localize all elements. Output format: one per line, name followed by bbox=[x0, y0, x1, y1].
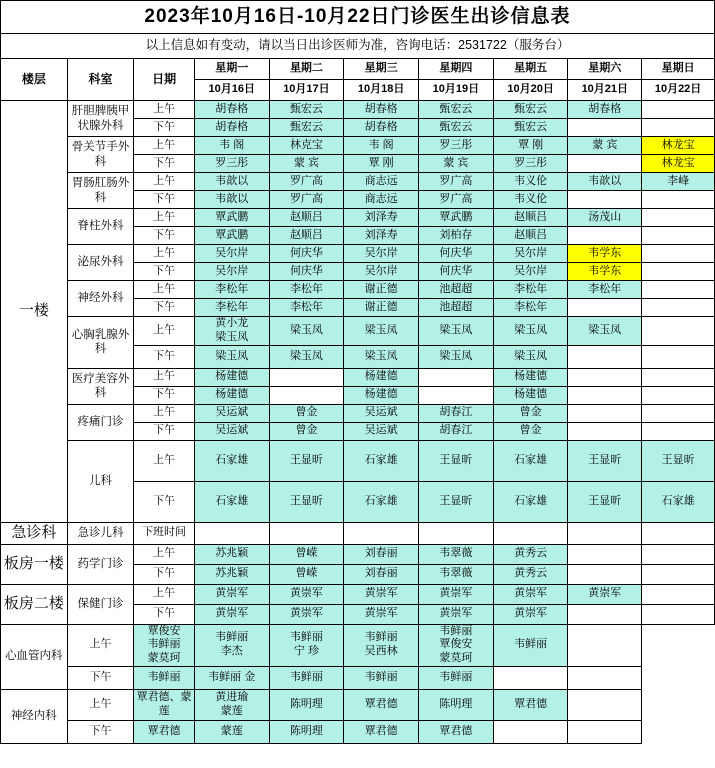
schedule-cell bbox=[642, 368, 715, 386]
am-label: 上午 bbox=[134, 317, 195, 346]
schedule-cell bbox=[642, 101, 715, 119]
schedule-cell bbox=[568, 155, 642, 173]
schedule-cell: 刘柏存 bbox=[419, 227, 494, 245]
schedule-cell bbox=[642, 544, 715, 564]
schedule-cell: 甄宏云 bbox=[269, 101, 344, 119]
schedule-cell: 王显昕 bbox=[642, 440, 715, 481]
schedule-cell: 曾金 bbox=[269, 404, 344, 422]
schedule-cell: 甄宏云 bbox=[419, 119, 494, 137]
schedule-cell: 韦鲜丽 吴西林 bbox=[344, 624, 419, 666]
schedule-cell: 韦歆以 bbox=[568, 173, 642, 191]
schedule-cell: 覃君德 bbox=[344, 720, 419, 743]
schedule-cell bbox=[642, 604, 715, 624]
am-label: 上午 bbox=[134, 209, 195, 227]
schedule-cell bbox=[568, 604, 642, 624]
schedule-cell: 商志远 bbox=[344, 173, 419, 191]
dept-label: 骨关节手外科 bbox=[67, 137, 134, 173]
page-title: 2023年10月16日-10月22日门诊医生出诊信息表 bbox=[1, 1, 715, 34]
schedule-cell: 石家雄 bbox=[344, 440, 419, 481]
pm-label: 下午 bbox=[67, 666, 134, 689]
schedule-cell: 韦鲜丽 bbox=[344, 666, 419, 689]
schedule-cell: 林龙宝 bbox=[642, 155, 715, 173]
schedule-cell: 蒙 宾 bbox=[419, 155, 494, 173]
pm-label: 下午 bbox=[67, 720, 134, 743]
am-label: 上午 bbox=[67, 689, 134, 720]
schedule-cell bbox=[642, 209, 715, 227]
schedule-cell: 梁玉凤 bbox=[269, 345, 344, 368]
schedule-cell: 苏兆颖 bbox=[194, 564, 269, 584]
schedule-cell: 胡春格 bbox=[568, 101, 642, 119]
floor-label: 板房一楼 bbox=[1, 544, 68, 584]
schedule-cell: 甄宏云 bbox=[493, 101, 568, 119]
schedule-cell: 杨建德 bbox=[493, 368, 568, 386]
schedule-cell bbox=[642, 522, 715, 544]
pm-label: 下午 bbox=[134, 191, 195, 209]
schedule-cell: 甄宏云 bbox=[419, 101, 494, 119]
schedule-cell: 韦鲜丽 宁 珍 bbox=[269, 624, 344, 666]
schedule-cell: 李峰 bbox=[642, 173, 715, 191]
schedule-cell: 赵顺吕 bbox=[269, 227, 344, 245]
schedule-cell: 杨建德 bbox=[194, 386, 269, 404]
schedule-cell: 蒙 宾 bbox=[269, 155, 344, 173]
pm-label: 下午 bbox=[134, 386, 195, 404]
schedule-cell: 黄进瑜 蒙莲 bbox=[194, 689, 269, 720]
am-label: 上午 bbox=[134, 245, 195, 263]
dept-label: 脊柱外科 bbox=[67, 209, 134, 245]
schedule-cell: 韦学东 bbox=[568, 245, 642, 263]
table-row bbox=[1, 281, 715, 299]
schedule-cell: 王显昕 bbox=[269, 440, 344, 481]
schedule-cell: 曾嵘 bbox=[269, 544, 344, 564]
schedule-cell: 覃君德 bbox=[419, 720, 494, 743]
schedule-cell bbox=[568, 345, 642, 368]
schedule-cell: 胡春格 bbox=[344, 119, 419, 137]
am-label: 上午 bbox=[67, 624, 134, 666]
schedule-cell bbox=[568, 227, 642, 245]
schedule-cell: 李松年 bbox=[493, 281, 568, 299]
schedule-cell bbox=[269, 368, 344, 386]
table-row bbox=[1, 522, 715, 544]
schedule-cell: 吴运斌 bbox=[344, 404, 419, 422]
table-row bbox=[1, 440, 715, 481]
header-day: 星期三 bbox=[344, 59, 419, 80]
schedule-cell: 林克宝 bbox=[269, 137, 344, 155]
table-row bbox=[1, 584, 715, 604]
schedule-cell: 覃君德 bbox=[493, 689, 568, 720]
header-floor: 楼层 bbox=[1, 59, 68, 101]
schedule-cell: 梁玉凤 bbox=[493, 345, 568, 368]
schedule-cell: 甄宏云 bbox=[493, 119, 568, 137]
dept-label: 心胸乳腺外科 bbox=[67, 317, 134, 369]
schedule-cell: 罗广高 bbox=[419, 173, 494, 191]
schedule-cell: 韦义伦 bbox=[493, 173, 568, 191]
schedule-cell bbox=[344, 522, 419, 544]
dept-label: 肝胆脾胰甲状腺外科 bbox=[67, 101, 134, 137]
dept-label: 药学门诊 bbox=[67, 544, 134, 584]
schedule-cell: 梁玉凤 bbox=[419, 345, 494, 368]
schedule-cell bbox=[419, 522, 494, 544]
schedule-cell: 黄崇军 bbox=[493, 584, 568, 604]
schedule-cell: 何庆华 bbox=[419, 263, 494, 281]
header-date-cell: 10月19日 bbox=[419, 80, 494, 101]
schedule-cell: 杨建德 bbox=[493, 386, 568, 404]
dept-label: 儿科 bbox=[67, 440, 134, 522]
schedule-cell: 黄崇军 bbox=[493, 604, 568, 624]
schedule-cell: 李松年 bbox=[269, 281, 344, 299]
table-row bbox=[1, 624, 715, 666]
pm-label: 下午 bbox=[134, 564, 195, 584]
table-row bbox=[1, 666, 715, 689]
schedule-cell: 王显昕 bbox=[419, 440, 494, 481]
schedule-cell: 李松年 bbox=[269, 299, 344, 317]
header-day: 星期六 bbox=[568, 59, 642, 80]
schedule-cell bbox=[568, 624, 642, 666]
header-day: 星期四 bbox=[419, 59, 494, 80]
am-label: 上午 bbox=[134, 584, 195, 604]
schedule-cell bbox=[493, 522, 568, 544]
schedule-cell: 刘春丽 bbox=[344, 564, 419, 584]
schedule-cell: 韦 阁 bbox=[194, 137, 269, 155]
schedule-cell: 谢正德 bbox=[344, 281, 419, 299]
schedule-cell: 覃武鹏 bbox=[194, 209, 269, 227]
schedule-cell bbox=[568, 666, 642, 689]
schedule-cell: 罗三彤 bbox=[493, 155, 568, 173]
pm-label: 下午 bbox=[134, 119, 195, 137]
schedule-cell: 石家雄 bbox=[493, 440, 568, 481]
schedule-cell: 吴尔岸 bbox=[493, 245, 568, 263]
schedule-cell: 胡春江 bbox=[419, 404, 494, 422]
schedule-cell: 王显昕 bbox=[568, 440, 642, 481]
schedule-cell: 石家雄 bbox=[642, 481, 715, 522]
schedule-cell bbox=[642, 119, 715, 137]
schedule-cell: 罗三彤 bbox=[419, 137, 494, 155]
schedule-cell bbox=[568, 386, 642, 404]
schedule-cell: 王显昕 bbox=[269, 481, 344, 522]
pm-label: 下午 bbox=[134, 345, 195, 368]
schedule-cell: 石家雄 bbox=[493, 481, 568, 522]
schedule-cell: 杨建德 bbox=[194, 368, 269, 386]
schedule-cell: 赵顺吕 bbox=[493, 209, 568, 227]
schedule-cell: 刘春丽 bbox=[344, 544, 419, 564]
schedule-cell: 韦鲜丽 李杰 bbox=[194, 624, 269, 666]
schedule-cell: 苏兆颖 bbox=[194, 544, 269, 564]
schedule-cell: 罗广高 bbox=[419, 191, 494, 209]
table-row bbox=[1, 368, 715, 386]
schedule-cell bbox=[642, 317, 715, 346]
schedule-cell: 曾金 bbox=[493, 404, 568, 422]
schedule-cell bbox=[642, 584, 715, 604]
dept-label: 神经外科 bbox=[67, 281, 134, 317]
am-label: 上午 bbox=[134, 368, 195, 386]
schedule-cell: 梁玉凤 bbox=[194, 345, 269, 368]
schedule-cell: 胡春格 bbox=[344, 101, 419, 119]
pm-label: 下午 bbox=[134, 227, 195, 245]
schedule-cell: 吴运斌 bbox=[194, 422, 269, 440]
schedule-cell bbox=[568, 191, 642, 209]
header-dept: 科室 bbox=[67, 59, 134, 101]
schedule-cell: 罗广高 bbox=[269, 191, 344, 209]
schedule-cell bbox=[642, 386, 715, 404]
notice-text: 以上信息如有变动，请以当日出诊医师为准，咨询电话：2531722（服务台） bbox=[1, 34, 715, 59]
schedule-cell bbox=[493, 666, 568, 689]
header-date-cell: 10月21日 bbox=[568, 80, 642, 101]
am-label: 上午 bbox=[134, 137, 195, 155]
schedule-cell bbox=[642, 422, 715, 440]
schedule-cell: 池超超 bbox=[419, 281, 494, 299]
schedule-cell: 黄崇军 bbox=[344, 584, 419, 604]
schedule-cell: 甄宏云 bbox=[269, 119, 344, 137]
dept-label: 保健门诊 bbox=[67, 584, 134, 624]
schedule-cell: 韦翠薇 bbox=[419, 564, 494, 584]
dept-label: 疼痛门诊 bbox=[67, 404, 134, 440]
pm-label: 下午 bbox=[134, 299, 195, 317]
floor-label: 急诊科 bbox=[1, 522, 68, 544]
floor-label: 一楼 bbox=[1, 101, 68, 523]
schedule-cell: 韦歆以 bbox=[194, 173, 269, 191]
table-row bbox=[1, 245, 715, 263]
schedule-cell bbox=[568, 544, 642, 564]
schedule-cell: 覃君德 bbox=[134, 720, 195, 743]
schedule-cell: 覃 刚 bbox=[344, 155, 419, 173]
schedule-cell: 赵顺吕 bbox=[493, 227, 568, 245]
schedule-cell bbox=[269, 386, 344, 404]
schedule-cell: 梁玉凤 bbox=[419, 317, 494, 346]
schedule-cell: 吴尔岸 bbox=[344, 263, 419, 281]
table-row bbox=[1, 137, 715, 155]
schedule-cell: 杨建德 bbox=[344, 368, 419, 386]
schedule-cell: 王显昕 bbox=[568, 481, 642, 522]
schedule-cell bbox=[642, 404, 715, 422]
table-row bbox=[1, 209, 715, 227]
schedule-cell: 杨建德 bbox=[344, 386, 419, 404]
schedule-cell: 李松年 bbox=[194, 299, 269, 317]
schedule-cell: 黄秀云 bbox=[493, 544, 568, 564]
header-date-cell: 10月18日 bbox=[344, 80, 419, 101]
schedule-cell: 梁玉凤 bbox=[269, 317, 344, 346]
schedule-cell bbox=[568, 720, 642, 743]
table-row bbox=[1, 404, 715, 422]
schedule-cell: 石家雄 bbox=[194, 481, 269, 522]
schedule-cell bbox=[642, 299, 715, 317]
schedule-cell: 胡春格 bbox=[194, 119, 269, 137]
schedule-cell: 韦鲜丽 覃俊安 蒙莫珂 bbox=[419, 624, 494, 666]
schedule-cell: 韦鲜丽 bbox=[493, 624, 568, 666]
schedule-cell bbox=[642, 564, 715, 584]
dept-label: 心血管内科 bbox=[1, 624, 68, 689]
am-label: 上午 bbox=[134, 101, 195, 119]
schedule-cell: 黄崇军 bbox=[419, 604, 494, 624]
emergency-time: 下班时间 bbox=[134, 522, 195, 544]
schedule-cell: 覃俊安 韦鲜丽 蒙莫珂 bbox=[134, 624, 195, 666]
schedule-cell: 王显昕 bbox=[419, 481, 494, 522]
am-label: 上午 bbox=[134, 440, 195, 481]
schedule-cell: 陈明理 bbox=[269, 720, 344, 743]
schedule-cell: 梁玉凤 bbox=[344, 317, 419, 346]
pm-label: 下午 bbox=[134, 155, 195, 173]
schedule-cell: 李松年 bbox=[194, 281, 269, 299]
am-label: 上午 bbox=[134, 404, 195, 422]
schedule-cell: 蒙 宾 bbox=[568, 137, 642, 155]
pm-label: 下午 bbox=[134, 422, 195, 440]
schedule-cell: 吴尔岸 bbox=[194, 245, 269, 263]
schedule-cell bbox=[642, 227, 715, 245]
schedule-cell bbox=[269, 522, 344, 544]
schedule-cell bbox=[568, 404, 642, 422]
schedule-cell: 何庆华 bbox=[269, 263, 344, 281]
schedule-cell: 覃武鹏 bbox=[194, 227, 269, 245]
schedule-cell bbox=[642, 345, 715, 368]
schedule-cell: 黄崇军 bbox=[419, 584, 494, 604]
schedule-cell: 韦学东 bbox=[568, 263, 642, 281]
schedule-cell: 梁玉凤 bbox=[493, 317, 568, 346]
schedule-cell: 黄崇军 bbox=[194, 584, 269, 604]
table-row bbox=[1, 317, 715, 346]
schedule-cell: 赵顺吕 bbox=[269, 209, 344, 227]
schedule-cell: 李松年 bbox=[568, 281, 642, 299]
table-row bbox=[1, 544, 715, 564]
schedule-cell: 覃君德 bbox=[344, 689, 419, 720]
schedule-cell bbox=[642, 263, 715, 281]
schedule-cell bbox=[568, 522, 642, 544]
schedule-cell: 韦义伦 bbox=[493, 191, 568, 209]
schedule-cell bbox=[568, 119, 642, 137]
schedule-cell: 陈明理 bbox=[419, 689, 494, 720]
schedule-cell: 商志远 bbox=[344, 191, 419, 209]
schedule-cell: 韦鲜丽 bbox=[134, 666, 195, 689]
schedule-cell: 韦翠薇 bbox=[419, 544, 494, 564]
schedule-cell: 覃君德、蒙莲 bbox=[134, 689, 195, 720]
dept-label: 急诊儿科 bbox=[67, 522, 134, 544]
dept-label: 胃肠肛肠外科 bbox=[67, 173, 134, 209]
schedule-cell: 石家雄 bbox=[344, 481, 419, 522]
schedule-cell: 谢正德 bbox=[344, 299, 419, 317]
header-day: 星期一 bbox=[194, 59, 269, 80]
am-label: 上午 bbox=[134, 281, 195, 299]
schedule-cell: 李松年 bbox=[493, 299, 568, 317]
schedule-cell: 刘泽寿 bbox=[344, 209, 419, 227]
table-row bbox=[1, 720, 715, 743]
pm-label: 下午 bbox=[134, 481, 195, 522]
schedule-cell bbox=[419, 368, 494, 386]
header-date-cell: 10月16日 bbox=[194, 80, 269, 101]
schedule-cell bbox=[493, 720, 568, 743]
schedule-cell: 黄崇军 bbox=[344, 604, 419, 624]
schedule-cell: 蒙莲 bbox=[194, 720, 269, 743]
table-row bbox=[1, 173, 715, 191]
am-label: 上午 bbox=[134, 173, 195, 191]
schedule-cell: 黄崇军 bbox=[269, 604, 344, 624]
schedule-cell: 胡春江 bbox=[419, 422, 494, 440]
table-row bbox=[1, 689, 715, 720]
pm-label: 下午 bbox=[134, 604, 195, 624]
schedule-cell: 吴运斌 bbox=[344, 422, 419, 440]
schedule-cell: 黄小龙 梁玉凤 bbox=[194, 317, 269, 346]
schedule-cell: 何庆华 bbox=[419, 245, 494, 263]
schedule-cell: 黄秀云 bbox=[493, 564, 568, 584]
schedule-cell: 汤茂山 bbox=[568, 209, 642, 227]
schedule-cell bbox=[568, 689, 642, 720]
header-date-cell: 10月20日 bbox=[493, 80, 568, 101]
header-day: 星期二 bbox=[269, 59, 344, 80]
dept-label: 泌尿外科 bbox=[67, 245, 134, 281]
pm-label: 下午 bbox=[134, 263, 195, 281]
schedule-cell: 韦鲜丽 金 bbox=[194, 666, 269, 689]
schedule-cell bbox=[568, 564, 642, 584]
schedule-cell: 韦歆以 bbox=[194, 191, 269, 209]
schedule-cell: 梁玉凤 bbox=[344, 345, 419, 368]
schedule-cell bbox=[568, 368, 642, 386]
schedule-cell: 吴尔岸 bbox=[344, 245, 419, 263]
header-day: 星期日 bbox=[642, 59, 715, 80]
header-date: 日期 bbox=[134, 59, 195, 101]
schedule-cell: 林龙宝 bbox=[642, 137, 715, 155]
schedule-cell: 黄崇军 bbox=[568, 584, 642, 604]
schedule-cell: 黄崇军 bbox=[269, 584, 344, 604]
am-label: 上午 bbox=[134, 544, 195, 564]
header-date-cell: 10月17日 bbox=[269, 80, 344, 101]
schedule-cell: 曾嵘 bbox=[269, 564, 344, 584]
schedule-cell: 何庆华 bbox=[269, 245, 344, 263]
schedule-cell bbox=[194, 522, 269, 544]
schedule-cell bbox=[419, 386, 494, 404]
header-day: 星期五 bbox=[493, 59, 568, 80]
schedule-cell: 曾金 bbox=[493, 422, 568, 440]
schedule-cell: 覃武鹏 bbox=[419, 209, 494, 227]
header-date-cell: 10月22日 bbox=[642, 80, 715, 101]
schedule-cell: 罗广高 bbox=[269, 173, 344, 191]
schedule-cell: 黄崇军 bbox=[194, 604, 269, 624]
floor-label: 板房二楼 bbox=[1, 584, 68, 624]
schedule-cell: 吴尔岸 bbox=[194, 263, 269, 281]
schedule-cell: 梁玉凤 bbox=[568, 317, 642, 346]
dept-label: 神经内科 bbox=[1, 689, 68, 743]
schedule-cell bbox=[642, 191, 715, 209]
schedule-cell: 吴运斌 bbox=[194, 404, 269, 422]
schedule-cell: 韦 阁 bbox=[344, 137, 419, 155]
schedule-cell bbox=[568, 422, 642, 440]
schedule-cell: 刘泽寿 bbox=[344, 227, 419, 245]
schedule-cell: 吴尔岸 bbox=[493, 263, 568, 281]
schedule-cell: 石家雄 bbox=[194, 440, 269, 481]
schedule-cell: 胡春格 bbox=[194, 101, 269, 119]
schedule-cell: 覃 刚 bbox=[493, 137, 568, 155]
schedule-cell bbox=[568, 299, 642, 317]
schedule-cell: 陈明理 bbox=[269, 689, 344, 720]
schedule-cell bbox=[642, 245, 715, 263]
schedule-cell: 曾金 bbox=[269, 422, 344, 440]
dept-label: 医疗美容外科 bbox=[67, 368, 134, 404]
schedule-cell: 罗三彤 bbox=[194, 155, 269, 173]
schedule-cell: 池超超 bbox=[419, 299, 494, 317]
schedule-cell: 韦鲜丽 bbox=[269, 666, 344, 689]
schedule-cell bbox=[642, 281, 715, 299]
schedule-cell: 韦鲜丽 bbox=[419, 666, 494, 689]
table-row bbox=[1, 101, 715, 119]
